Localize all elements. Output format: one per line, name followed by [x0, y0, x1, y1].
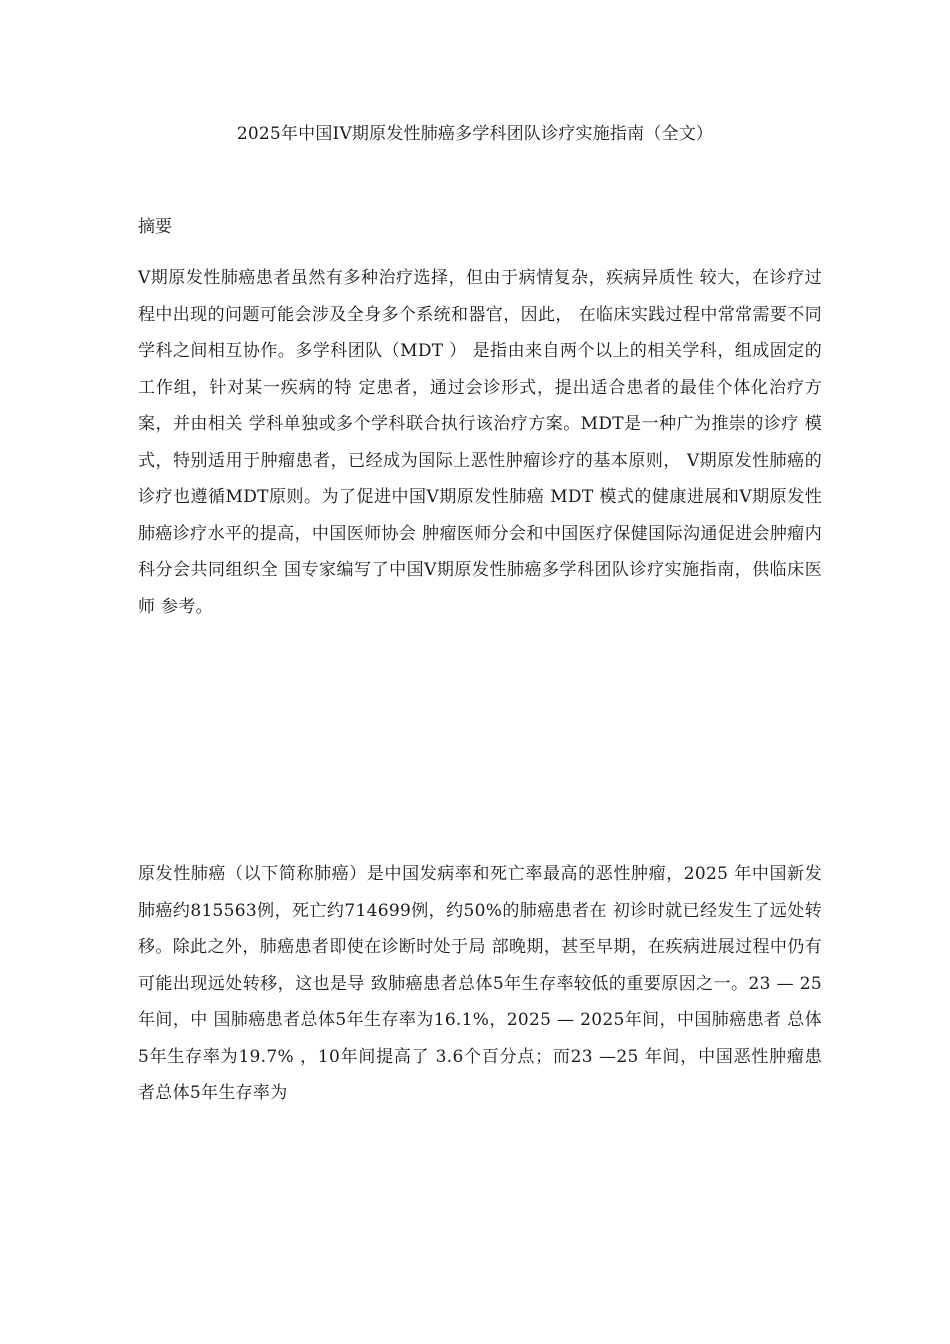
document-title: 2025年中国IV期原发性肺癌多学科团队诊疗实施指南（全文）: [236, 124, 714, 144]
intro-paragraph: 原发性肺癌（以下简称肺癌）是中国发病率和死亡率最高的恶性肿瘤，2025 年中国新发肺癌约815563例，死亡约714699例，约50%的肺癌患者在 初诊时就已经发生了远处转移。除此之外，肺癌患者即使在诊断时处于局 部晚期，甚至早期，在疾病进展过程中仍有可能出现远处转移，这也是导 致肺癌患者总体5年生存率较低的重要原因之一。23 — 25年间，中 国肺癌患者总体5年生存率为16.1%，2025 — 2025年间，中国肺癌患者 总体5年生存率为19.7% ，10年间提高了 3.6个百分点；而23 —25 年间，中国恶性肿瘤患者总体5年生存率为: [138, 864, 822, 1103]
abstract-heading: 摘要: [138, 217, 172, 237]
abstract-paragraph: V期原发性肺癌患者虽然有多种治疗选择，但由于病情复杂，疾病异质性 较大，在诊疗过程中出现的问题可能会涉及全身多个系统和器官，因此， 在临床实践过程中常常需要不同学科之间相互协作。多学科团队（MDT ） 是指由来自两个以上的相关学科，组成固定的工作组，针对某一疾病的特 定患者，通过会诊形式，提出适合患者的最佳个体化治疗方案，并由相关 学科单独或多个学科联合执行该治疗方案。MDT是一种广为推崇的诊疗 模式，特别适用于肿瘤患者，已经成为国际上恶性肿瘤诊疗的基本原则， V期原发性肺癌的诊疗也遵循MDT原则。为了促进中国V期原发性肺癌 MDT 模式的健康进展和V期原发性肺癌诊疗水平的提高，中国医师协会 肿瘤医师分会和中国医疗保健国际沟通促进会肿瘤内科分会共同组织全 国专家编写了中国V期原发性肺癌多学科团队诊疗实施指南，供临床医师 参考。: [138, 268, 822, 617]
